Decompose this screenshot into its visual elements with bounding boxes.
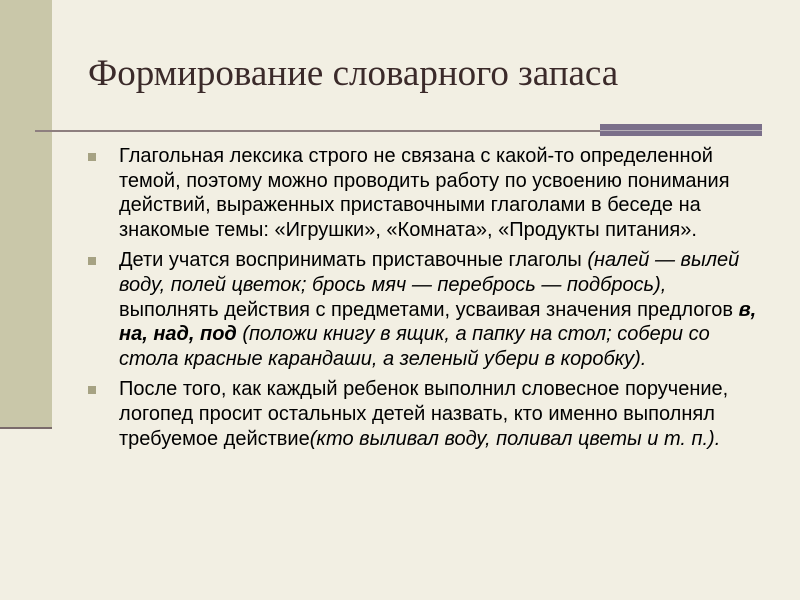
preposition-list: в, на, над, под bbox=[119, 298, 757, 346]
square-bullet-icon bbox=[88, 257, 96, 265]
bullet-list bbox=[88, 144, 768, 457]
bullet-example-text: (положи книгу в ящик, а папку на стол; собери со стола красные карандаши, а зеленый убери в коробку). bbox=[119, 323, 710, 370]
slide-title: Формирование словарного запаса bbox=[88, 53, 619, 94]
bullet-text: выполнять действия с предметами, усваивая значения предлогов bbox=[119, 298, 739, 321]
bullet-item-1 bbox=[88, 144, 768, 242]
bullet-text: Глагольная лексика строго не связана с какой-то определенной темой, поэтому можно проводить работу по усвоению понимания действий, выраженных приставочными глаголами в беседе на знакомые темы: «Игрушки», «Комната», «Продукты питания». bbox=[119, 145, 730, 241]
square-bullet-icon bbox=[88, 153, 96, 161]
bullet-text: После того, как каждый ребенок выполнил словесное поручение, логопед просит остальных детей назвать, кто именно выполнял требуемое действие bbox=[119, 378, 729, 450]
title-divider-line bbox=[35, 130, 600, 132]
bullet-example-text: (налей — вылей воду, полей цветок; брось мяч — перебрось — подбрось), bbox=[119, 249, 740, 296]
title-divider-accent-highlight bbox=[600, 130, 762, 131]
bullet-item-3 bbox=[88, 377, 768, 451]
left-decorative-band bbox=[0, 0, 52, 428]
bullet-item-2 bbox=[88, 248, 768, 371]
left-band-divider bbox=[0, 427, 52, 429]
square-bullet-icon bbox=[88, 386, 96, 394]
bullet-example-text: (кто выливал воду, поливал цветы и т. п.). bbox=[309, 427, 721, 450]
bullet-text: Дети учатся воспринимать приставочные глаголы bbox=[119, 249, 588, 272]
